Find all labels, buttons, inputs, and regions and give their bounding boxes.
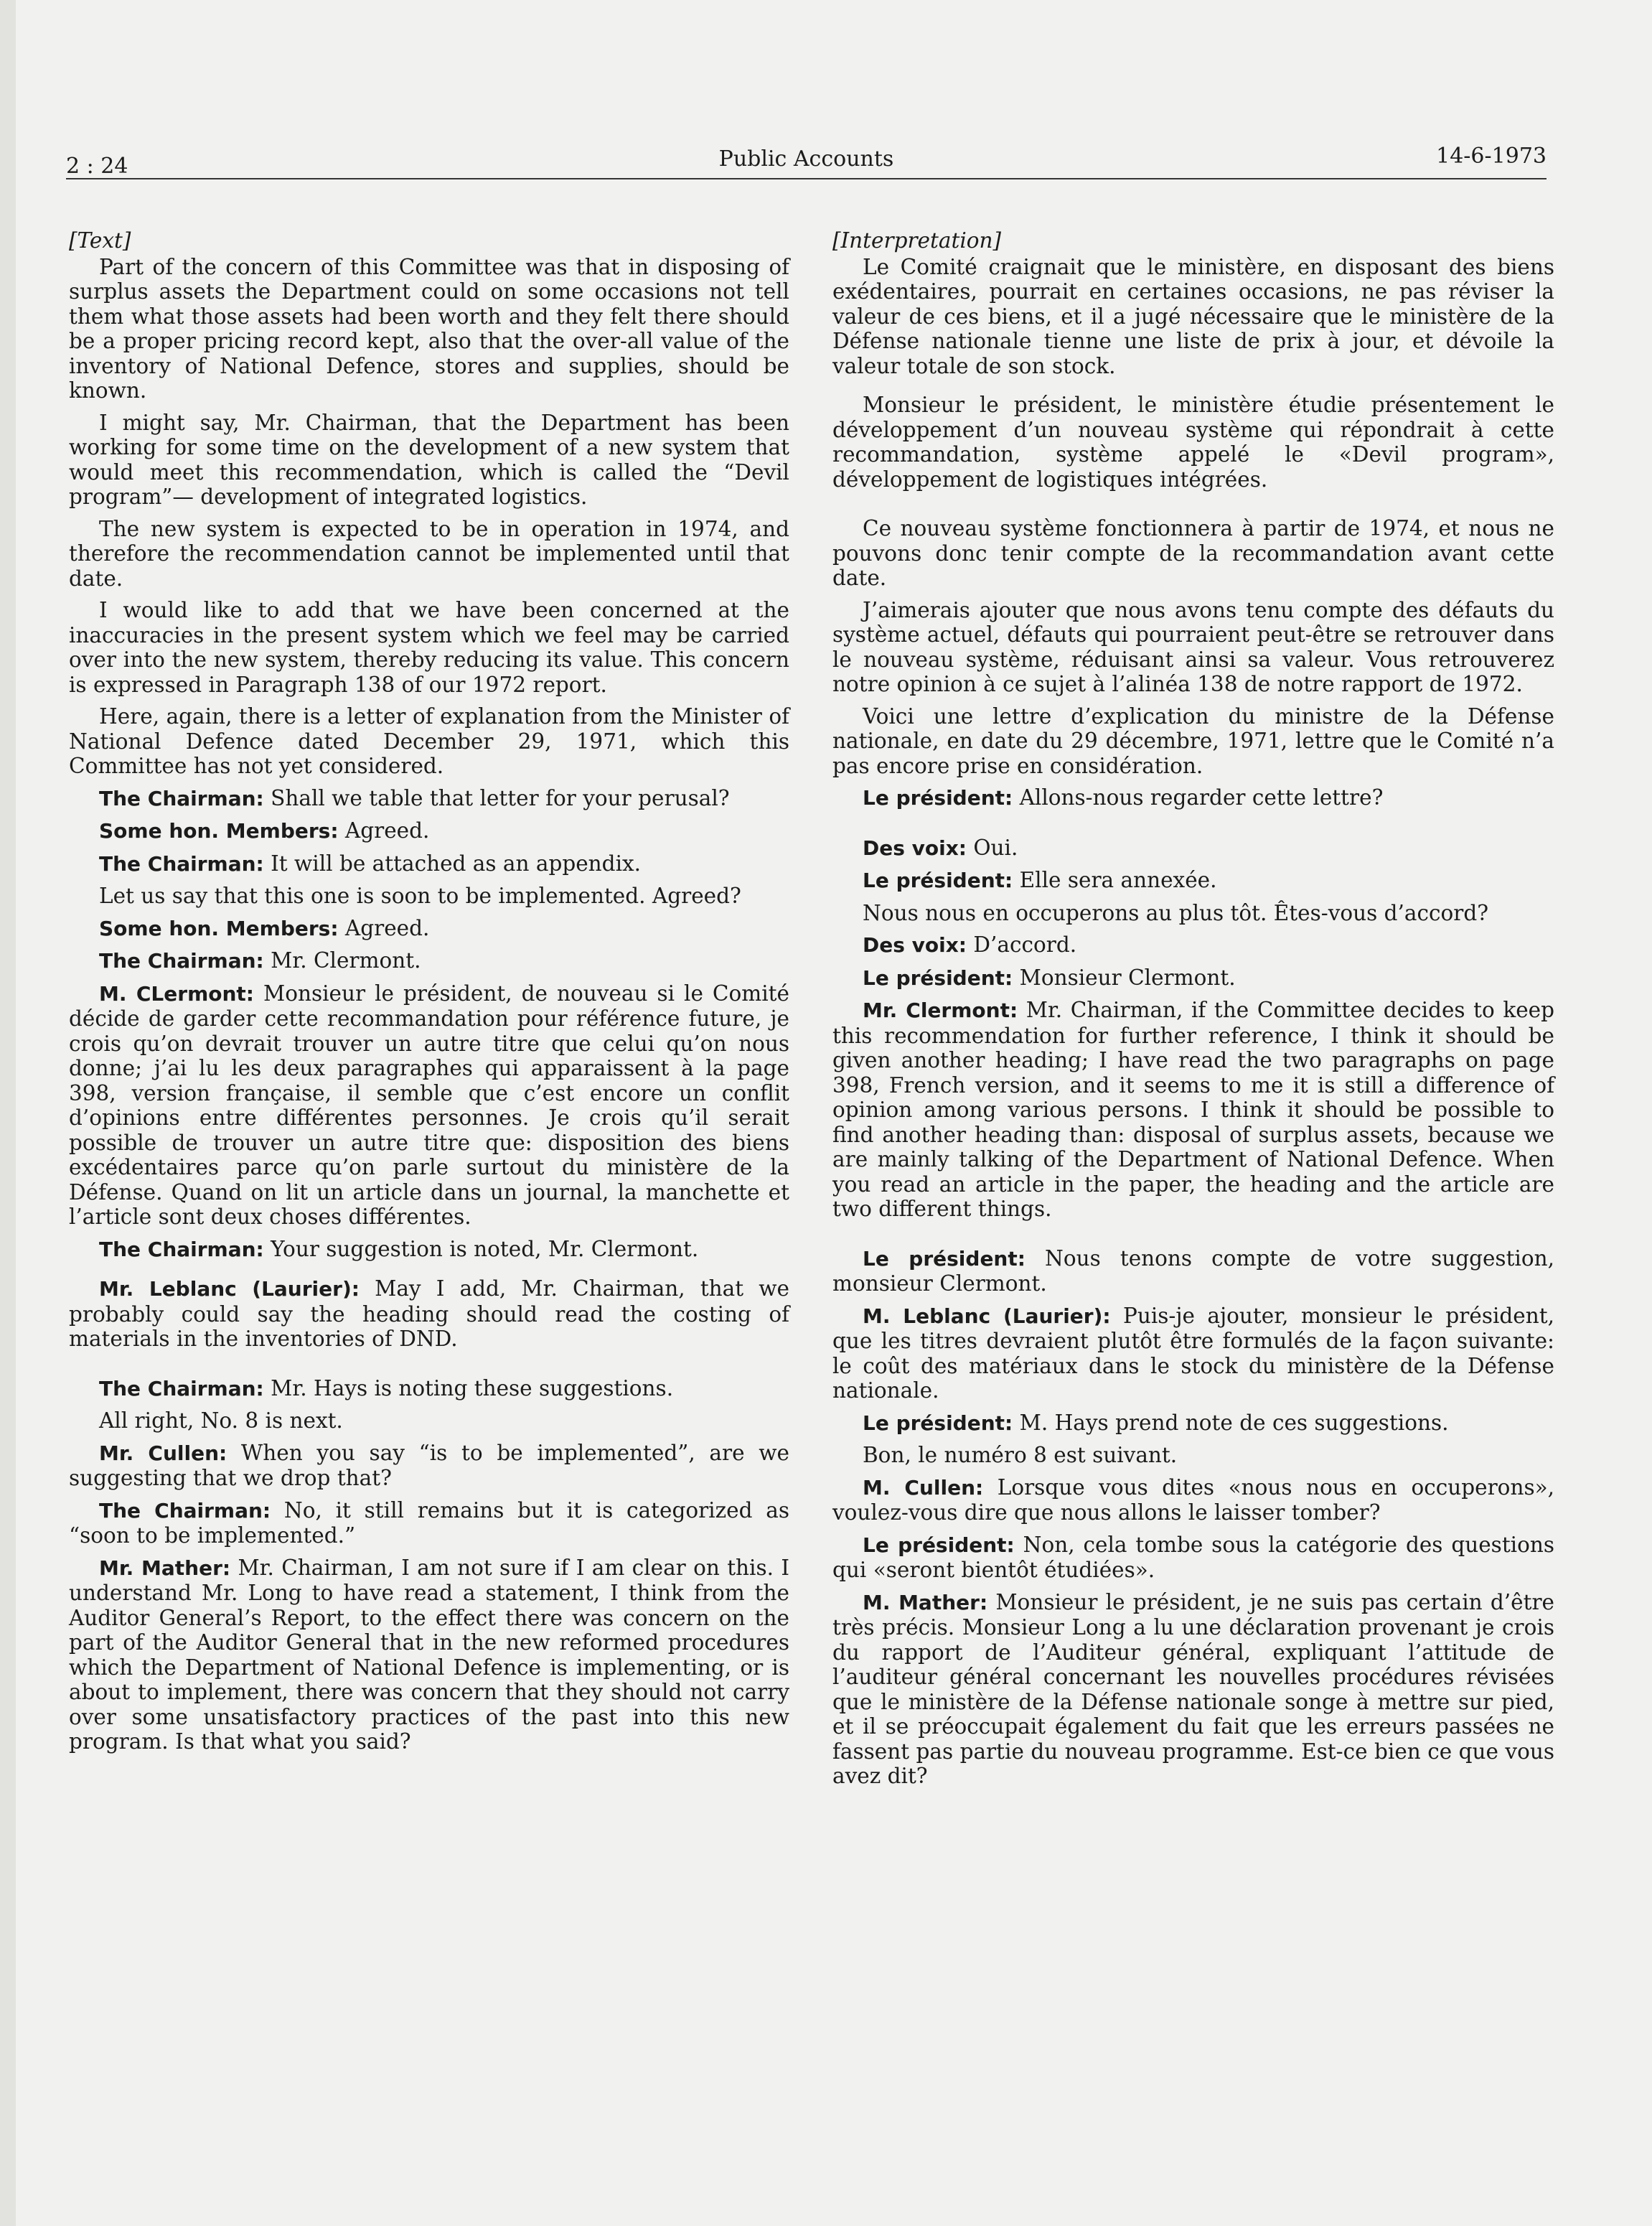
speaker-name: M. CLermont: bbox=[99, 981, 254, 1006]
speech bbox=[69, 1556, 789, 1754]
speech-text: Mr. Hays is noting these suggestions. bbox=[263, 1375, 674, 1400]
speech bbox=[69, 818, 789, 844]
speech-text: Oui. bbox=[967, 835, 1018, 860]
paragraph: Monsieur le président, le ministère étudie présentement le développement d’un nouveau système qui répondrait à cette recommandation, système appelé le «Devil program», développement de logistiques intégrées. bbox=[832, 393, 1554, 492]
speech bbox=[832, 965, 1554, 991]
speaker-name: Des voix: bbox=[863, 933, 967, 957]
speaker-name: Le président: bbox=[863, 1246, 1026, 1271]
speech bbox=[69, 1237, 789, 1263]
speech bbox=[832, 932, 1554, 958]
paragraph: Let us say that this one is soon to be implemented. Agreed? bbox=[99, 884, 741, 908]
speech bbox=[832, 836, 1554, 861]
speech bbox=[69, 1441, 789, 1491]
speech bbox=[69, 1498, 789, 1548]
speech bbox=[832, 785, 1554, 811]
speech-text: Your suggestion is noted, Mr. Clermont. bbox=[263, 1236, 699, 1261]
paragraph: I might say, Mr. Chairman, that the Department has been working for some time on the development of a new system that would meet this recommendation, which is called the “Devil program”— development of integrated logistics. bbox=[69, 410, 789, 509]
speaker-name: The Chairman: bbox=[99, 786, 264, 810]
speech-text: Mr. Chairman, if the Committee decides to keep this recommendation for further reference, I think it should be given another heading; I have read the two paragraphs on page 398, French version, and it seems to me it is still a difference of opinion among various persons. I think it should be possible to find another heading than: disposal of surplus assets, because we are mainly talking of the Department of National Defence. When you read an article in the paper, the heading and the article are two different things. bbox=[832, 998, 1555, 1221]
speech bbox=[832, 868, 1554, 894]
page-number: 2 : 24 bbox=[66, 154, 128, 179]
speech bbox=[69, 948, 789, 974]
speech-text: Allons-nous regarder cette lettre? bbox=[1013, 785, 1384, 810]
speech bbox=[69, 1376, 789, 1402]
speaker-name: The Chairman: bbox=[99, 1376, 264, 1400]
paragraph: Part of the concern of this Committee was that in disposing of surplus assets the Department could on some occasions not tell them what those assets had been worth and they felt there should be a proper pricing record kept, also that the over-all value of the inventory of National Defence, stores and supplies, should be known. bbox=[69, 254, 789, 403]
paragraph: I would like to add that we have been concerned at the inaccuracies in the present system which we feel may be carried over into the new system, thereby reducing its value. This concern is expressed in Paragraph 138 of our 1972 report. bbox=[69, 598, 789, 697]
publication-title: Public Accounts bbox=[718, 146, 894, 172]
speech-text: Elle sera annexée. bbox=[1013, 868, 1217, 892]
speaker-name: Mr. Cullen: bbox=[99, 1441, 227, 1465]
speech-text: M. Hays prend note de ces suggestions. bbox=[1013, 1410, 1449, 1435]
speech bbox=[832, 1475, 1554, 1525]
speech-text: May I add, Mr. Chairman, that we probably could say the heading should read the costing of materials in the inventories of DND. bbox=[69, 1276, 789, 1351]
speaker-name: Des voix: bbox=[863, 836, 967, 860]
speaker-name: Mr. Clermont: bbox=[863, 999, 1018, 1022]
speech-text: Mr. Chairman, I am not sure if I am clear on this. I understand Mr. Long to have read a statement, I think from the Auditor General’s Report, to the effect there was concern on the part of the Auditor General that in the new reformed procedures which the Department of National Defence is implementing, or is about to implement, there was concern that they should not carry over some unsatisfactory practices of the past into this new program. Is that what you said? bbox=[69, 1555, 789, 1754]
speech bbox=[69, 851, 789, 877]
running-header bbox=[66, 144, 1547, 179]
speaker-name: Le président: bbox=[863, 965, 1013, 990]
meeting-date: 14-6-1973 bbox=[1436, 144, 1547, 169]
speech-text: When you say “is to be implemented”, are we suggesting that we drop that? bbox=[69, 1440, 789, 1490]
speech-text: No, it still remains but it is categorized as “soon to be implemented.” bbox=[69, 1497, 789, 1548]
speech bbox=[832, 1533, 1554, 1583]
speech-text: Shall we table that letter for your perusal? bbox=[263, 785, 730, 810]
speaker-name: Mr. Mather: bbox=[99, 1556, 231, 1580]
speech-text: Agreed. bbox=[338, 915, 430, 940]
speaker-name: The Chairman: bbox=[99, 851, 264, 876]
speech bbox=[69, 1276, 789, 1352]
english-column bbox=[69, 228, 789, 1762]
paragraph: All right, No. 8 is next. bbox=[99, 1408, 343, 1433]
speech-text: D’accord. bbox=[967, 932, 1077, 957]
speech bbox=[832, 1246, 1554, 1296]
speech bbox=[832, 998, 1554, 1222]
speech-text: Puis-je ajouter, monsieur le président, que les titres devraient plutôt être formulés de la façon suivante: le coût des matériaux dans le stock du ministère de la Défense nationale. bbox=[832, 1303, 1554, 1403]
speech-text: Non, cela tombe sous la catégorie des questions qui «seront bientôt étudiées». bbox=[832, 1532, 1555, 1582]
speaker-name: Le président: bbox=[863, 869, 1013, 892]
speech-text: Monsieur le président, je ne suis pas certain d’être très précis. Monsieur Long a lu une déclaration provenant je crois du rapport de l’Auditeur général, expliquant l’attitude de l’auditeur général concernant les nouvelles procédures révisées que le ministère de la Défense nationale songe à mettre sur pied, et il se préoccupait également du fait que les erreurs passées ne fassent pas partie du nouveau programme. Est-ce bien ce que vous avez dit? bbox=[832, 1589, 1555, 1788]
speech bbox=[69, 916, 789, 942]
paragraph: J’aimerais ajouter que nous avons tenu compte des défauts du système actuel, défauts qui pourraient peut-être se retrouver dans le nouveau système, réduisant ainsi sa valeur. Vous retrouverez notre opinion à ce sujet à l’alinéa 138 de notre rapport de 1972. bbox=[832, 597, 1554, 696]
speaker-name: M. Mather: bbox=[863, 1590, 988, 1614]
speaker-name: The Chairman: bbox=[99, 1498, 271, 1523]
speech bbox=[69, 981, 789, 1230]
speaker-name: Le président: bbox=[863, 1411, 1013, 1435]
paragraph: Nous nous en occuperons au plus tôt. Êtes-vous d’accord? bbox=[863, 900, 1489, 925]
speaker-name: Le président: bbox=[863, 1533, 1015, 1557]
speech bbox=[832, 1411, 1554, 1436]
speech-text: It will be attached as an appendix. bbox=[263, 851, 642, 876]
speaker-name: The Chairman: bbox=[99, 949, 264, 973]
speech-text: Mr. Clermont. bbox=[263, 948, 421, 973]
speaker-name: M. Leblanc (Laurier): bbox=[863, 1304, 1111, 1328]
speech-text: Monsieur Clermont. bbox=[1013, 965, 1236, 990]
speaker-name: M. Cullen: bbox=[863, 1475, 984, 1500]
paragraph: Here, again, there is a letter of explanation from the Minister of National Defence dated December 29, 1971, which this Committee has not yet considered. bbox=[69, 704, 789, 778]
speaker-name: Le président: bbox=[863, 786, 1013, 810]
speech-text: Agreed. bbox=[338, 818, 430, 843]
column-tag: [Interpretation] bbox=[832, 228, 1002, 253]
speech bbox=[832, 1304, 1554, 1403]
french-column bbox=[832, 228, 1554, 1796]
speech-text: Monsieur le président, de nouveau si le Comité décide de garder cette recommandation pour référence future, je crois qu’on devrait trouver un autre titre que celui qu’on nous donne; j’ai lu les deux paragraphes qui apparaissent à la page 398, version française, il semble que c’est encore un conflit d’opinions entre différentes personnes. Je crois qu’il serait possible de trouver un autre titre que: disposition des biens excédentaires parce qu’on parle surtout du ministère de la Défense. Quand on lit un article dans un journal, la manchette et l’article sont deux choses différentes. bbox=[69, 981, 789, 1229]
speech bbox=[832, 1590, 1554, 1789]
speaker-name: Some hon. Members: bbox=[99, 916, 339, 940]
page-edge bbox=[0, 0, 16, 2226]
paragraph: Voici une lettre d’explication du ministre de la Défense nationale, en date du 29 décembre, 1971, lettre que le Comité n’a pas encore prise en considération. bbox=[832, 703, 1554, 778]
paragraph: The new system is expected to be in operation in 1974, and therefore the recommendation cannot be implemented until that date. bbox=[69, 516, 789, 591]
speaker-name: Some hon. Members: bbox=[99, 819, 339, 843]
speech-text: Lorsque vous dites «nous nous en occuperons», voulez-vous dire que nous allons le laisser tomber? bbox=[832, 1474, 1555, 1525]
speaker-name: Mr. Leblanc (Laurier): bbox=[99, 1277, 360, 1301]
speaker-name: The Chairman: bbox=[99, 1237, 264, 1261]
paragraph: Ce nouveau système fonctionnera à partir de 1974, et nous ne pouvons donc tenir compte de la recommandation avant cette date. bbox=[832, 516, 1554, 590]
speech bbox=[69, 786, 789, 812]
column-tag: [Text] bbox=[69, 228, 131, 253]
speech-text: Nous tenons compte de votre suggestion, monsieur Clermont. bbox=[832, 1245, 1555, 1296]
paragraph: Bon, le numéro 8 est suivant. bbox=[863, 1443, 1178, 1467]
paragraph: Le Comité craignait que le ministère, en disposant des biens exédentaires, pourrait en certaines occasions, ne pas réviser la valeur de ces biens, et il a jugé nécessaire que le ministère de la Défense nationale tienne une liste de prix à jour, et dévoile la valeur totale de son stock. bbox=[832, 254, 1554, 378]
